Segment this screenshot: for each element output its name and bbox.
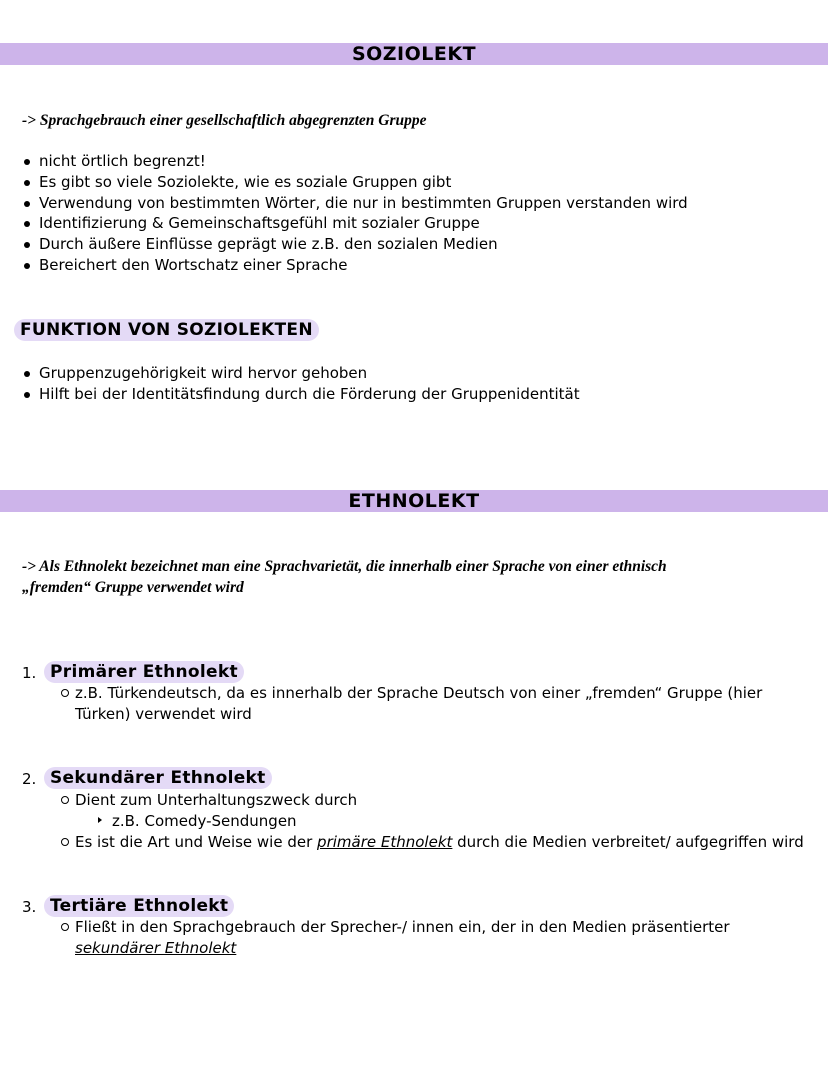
item-3-number: 3.	[22, 898, 37, 916]
list-item: Hilft bei der Identitätsfindung durch die Förderung der Gruppenidentität	[22, 384, 580, 405]
item-3-sub-line1: Fließt in den Sprachgebrauch der Sprecher-/ innen ein, der in den Medien präsentierter	[75, 918, 730, 936]
item-1-sub-line2: Türken) verwendet wird	[75, 705, 252, 723]
item-1-sub-line1: z.B. Türkendeutsch, da es innerhalb der Sprache Deutsch von einer „fremden“ Gruppe (hier	[75, 684, 763, 702]
ethnolekt-intro-line2: „fremden“ Gruppe verwendet wird	[22, 579, 244, 596]
item-2-sub1-child: z.B. Comedy-Sendungen	[112, 812, 297, 830]
ethnolekt-title-band	[0, 490, 828, 512]
soziolekt-title: SOZIOLEKT	[351, 43, 477, 65]
item-2-sub2-pre: Es ist die Art und Weise wie der	[75, 833, 318, 851]
circle-bullet-icon	[61, 923, 69, 931]
ethnolekt-intro-line1: -> Als Ethnolekt bezeichnet man eine Sprachvarietät, die innerhalb einer Sprache von einer ethnisch	[22, 558, 667, 575]
soziolekt-bullet-list	[22, 151, 688, 276]
list-item: Identifizierung & Gemeinschaftsgefühl mit sozialer Gruppe	[22, 213, 688, 234]
list-item: Gruppenzugehörigkeit wird hervor gehoben	[22, 363, 580, 384]
circle-bullet-icon	[61, 689, 69, 697]
item-1-number: 1.	[22, 664, 37, 682]
list-item: Durch äußere Einflüsse geprägt wie z.B. den sozialen Medien	[22, 234, 688, 255]
circle-bullet-icon	[61, 796, 69, 804]
item-2-sub2	[75, 832, 804, 853]
item-2-sub1: Dient zum Unterhaltungszweck durch	[75, 791, 358, 809]
soziolekt-intro: -> Sprachgebrauch einer gesellschaftlich abgegrenzten Gruppe	[22, 112, 427, 129]
ethnolekt-intro	[22, 556, 812, 598]
funktion-bullet-list	[22, 363, 580, 405]
item-1-heading: Primärer Ethnolekt	[44, 661, 244, 683]
list-item: nicht örtlich begrenzt!	[22, 151, 688, 172]
item-2-sub2-post: durch die Medien verbreitet/ aufgegriffen wird	[452, 833, 804, 851]
list-item: Es gibt so viele Soziolekte, wie es soziale Gruppen gibt	[22, 172, 688, 193]
triangle-bullet-icon	[98, 817, 102, 823]
item-2-sub2-link: primäre Ethnolekt	[317, 833, 453, 851]
list-item: Bereichert den Wortschatz einer Sprache	[22, 255, 688, 276]
list-item: Verwendung von bestimmten Wörter, die nur in bestimmten Gruppen verstanden wird	[22, 193, 688, 214]
item-2-heading: Sekundärer Ethnolekt	[44, 767, 272, 789]
circle-bullet-icon	[61, 838, 69, 846]
soziolekt-title-band	[0, 43, 828, 65]
item-3-sub-link: sekundärer Ethnolekt	[75, 939, 237, 957]
ethnolekt-title: ETHNOLEKT	[348, 490, 480, 512]
item-2-number: 2.	[22, 770, 37, 788]
item-3-heading: Tertiäre Ethnolekt	[44, 895, 234, 917]
funktion-heading: FUNKTION VON SOZIOLEKTEN	[14, 319, 319, 341]
